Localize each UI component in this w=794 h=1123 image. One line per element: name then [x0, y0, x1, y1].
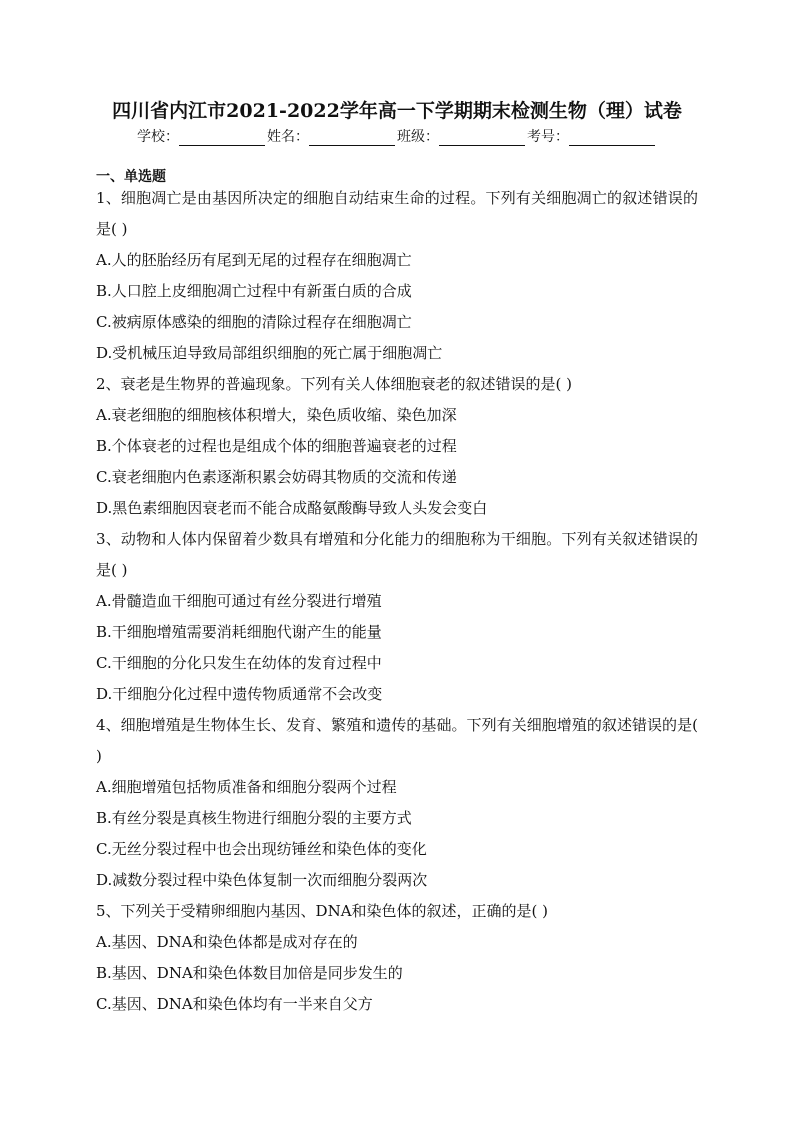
option-a: A.骨髓造血干细胞可通过有丝分裂进行增殖: [96, 592, 382, 610]
question-5: [96, 896, 698, 1020]
question-stem: 2、衰老是生物界的普遍现象。下列有关人体细胞衰老的叙述错误的是( ): [96, 375, 573, 393]
section-heading: 一、单选题: [96, 169, 166, 185]
question-list: [96, 183, 698, 1020]
name-blank[interactable]: [309, 131, 395, 146]
class-blank[interactable]: [439, 131, 525, 146]
option-b: B.个体衰老的过程也是组成个体的细胞普遍衰老的过程: [96, 437, 457, 455]
option-d: D.黑色素细胞因衰老而不能合成酪氨酸酶导致人头发会变白: [96, 499, 488, 517]
exam-number-blank[interactable]: [569, 131, 655, 146]
option-b: B.有丝分裂是真核生物进行细胞分裂的主要方式: [96, 809, 412, 827]
name-label: 姓名：: [267, 129, 309, 145]
option-a: A.人的胚胎经历有尾到无尾的过程存在细胞凋亡: [96, 251, 412, 269]
question-stem: 5、下列关于受精卵细胞内基因、DNA和染色体的叙述，正确的是( ): [96, 902, 549, 920]
option-d: D.减数分裂过程中染色体复制一次而细胞分裂两次: [96, 871, 428, 889]
question-2: [96, 369, 698, 524]
question-4: [96, 710, 698, 896]
option-a: A.基因、DNA和染色体都是成对存在的: [96, 933, 358, 951]
option-c: C.基因、DNA和染色体均有一半来自父方: [96, 995, 373, 1013]
option-c: C.被病原体感染的细胞的清除过程存在细胞凋亡: [96, 313, 412, 331]
option-b: B.人口腔上皮细胞凋亡过程中有新蛋白质的合成: [96, 282, 412, 300]
school-label: 学校：: [137, 129, 179, 145]
option-b: B.干细胞增殖需要消耗细胞代谢产生的能量: [96, 623, 382, 641]
student-info-row: [0, 126, 794, 146]
question-stem: 4、细胞增殖是生物体生长、发育、繁殖和遗传的基础。下列有关细胞增殖的叙述错误的是( ): [96, 716, 698, 765]
option-d: D.受机械压迫导致局部组织细胞的死亡属于细胞凋亡: [96, 344, 443, 362]
page-title: 四川省内江市2021-2022学年高一下学期期末检测生物（理）试卷: [112, 100, 682, 122]
question-3: [96, 524, 698, 710]
exam-number-label: 考号：: [527, 129, 569, 145]
question-stem: 3、动物和人体内保留着少数具有增殖和分化能力的细胞称为干细胞。下列有关叙述错误的是( ): [96, 530, 698, 579]
school-blank[interactable]: [179, 131, 265, 146]
option-c: C.无丝分裂过程中也会出现纺锤丝和染色体的变化: [96, 840, 427, 858]
option-c: C.衰老细胞内色素逐渐积累会妨碍其物质的交流和传递: [96, 468, 457, 486]
option-a: A.细胞增殖包括物质准备和细胞分裂两个过程: [96, 778, 397, 796]
question-stem: 1、细胞凋亡是由基因所决定的细胞自动结束生命的过程。下列有关细胞凋亡的叙述错误的是( ): [96, 189, 698, 238]
option-d: D.干细胞分化过程中遗传物质通常不会改变: [96, 685, 383, 703]
option-b: B.基因、DNA和染色体数目加倍是同步发生的: [96, 964, 403, 982]
option-c: C.干细胞的分化只发生在幼体的发育过程中: [96, 654, 382, 672]
class-label: 班级：: [397, 129, 439, 145]
option-a: A.衰老细胞的细胞核体积增大，染色质收缩、染色加深: [96, 406, 457, 424]
question-1: [96, 183, 698, 369]
